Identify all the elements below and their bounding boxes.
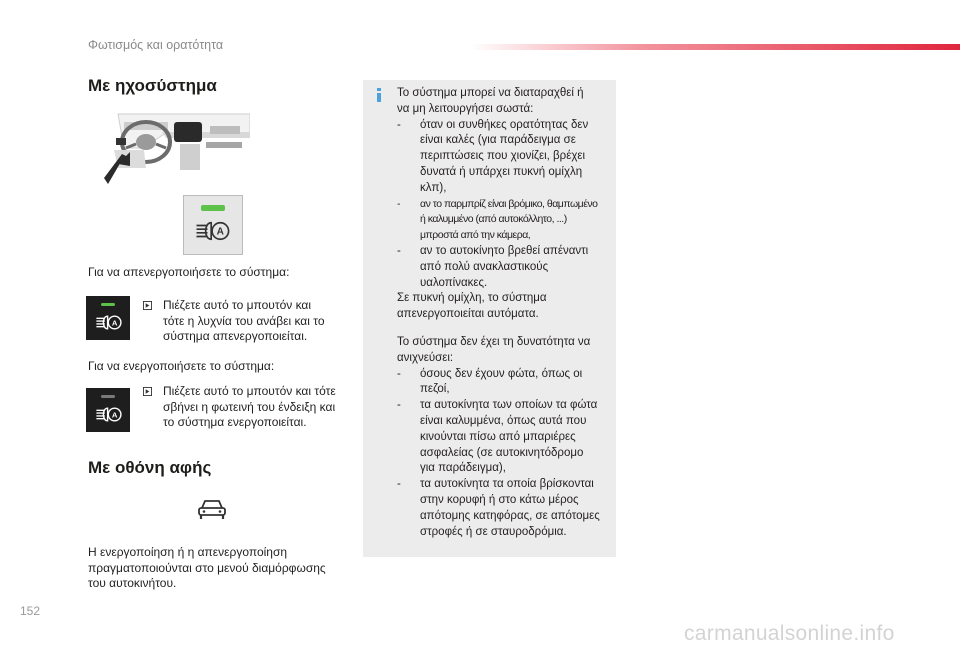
info-note-box [363, 80, 616, 557]
bullet-line: Πιέζετε αυτό το μπουτόν και τότε [163, 384, 336, 398]
indicator-led [101, 395, 115, 398]
note-list-item: - αν το αυτοκίνητο βρεθεί απέναντι από πολύ ανακλαστικούς υαλοπίνακες. [397, 244, 589, 289]
section-heading-touchscreen: Με οθόνη αφής [88, 458, 212, 477]
text-line: Η ενεργοποίηση ή η απενεργοποίηση [88, 545, 288, 559]
note-detect-intro: Το σύστημα δεν έχει τη δυνατότητα να ανιχνεύσει: [397, 335, 591, 364]
watermark: carmanualsonline.info [684, 622, 895, 645]
info-icon [374, 88, 384, 102]
indicator-led [201, 205, 225, 211]
section-heading-audio: Με ηχοσύστημα [88, 76, 217, 95]
page-header-title: Φωτισμός και ορατότητα [88, 38, 224, 52]
auto-high-beam-icon [95, 406, 123, 423]
bullet-line: Πιέζετε αυτό το μπουτόν και [163, 298, 312, 312]
arrow-bullet-icon [143, 384, 152, 401]
note-fog: Σε πυκνή ομίχλη, το σύστημα απενεργοποιείται αυτόματα. [397, 292, 547, 321]
auto-high-beam-icon [95, 314, 123, 331]
button-led-on-illustration [86, 296, 130, 340]
svg-text:A: A [111, 410, 118, 420]
note-list-item: - όταν οι συνθήκες ορατότητας δεν είναι καλές (για παράδειγμα σε περιπτώσεις που χιονίζει, βρέχει δυνατά ή υπάρχει πυκνή ομίχλη κλπ), [397, 118, 589, 194]
arrow-bullet-icon [143, 298, 152, 315]
bullet-line: το σύστημα ενεργοποιείται. [163, 415, 307, 429]
dashboard-illustration [104, 108, 250, 186]
deactivate-intro: Για να απενεργοποιήσετε το σύστημα: [88, 265, 290, 279]
svg-text:A: A [216, 226, 224, 238]
touchscreen-text [88, 545, 326, 592]
activate-intro: Για να ενεργοποιήσετε το σύστημα: [88, 359, 275, 373]
indicator-led [101, 303, 115, 306]
auto-high-beam-icon [194, 220, 232, 242]
note-detect-item: - τα αυτοκίνητα των οποίων τα φώτα είναι καλυμμένα, όπως αυτά που κινούνται πίσω από μπαριέρες ασφαλείας (σε αυτοκινητόδρομο για παράδειγμα), [397, 399, 598, 475]
deactivate-bullet [143, 298, 353, 348]
bullet-line: σύστημα απενεργοποιείται. [163, 329, 308, 343]
note-detect-item: - τα αυτοκίνητα τα οποία βρίσκονται στην κορυφή ή στο κάτω μέρος απότομης κατηφόρας, σε απότομες στροφές ή σε σταυροδρόμια. [397, 478, 600, 538]
bullet-line: σβήνει η φωτεινή του ένδειξη και [163, 399, 336, 414]
header-accent-bar [470, 44, 960, 50]
note-detect-item: - όσους δεν έχουν φώτα, όπως οι πεζοί, [397, 367, 583, 396]
note-intro: Το σύστημα μπορεί να διαταραχθεί ή να μη λειτουργήσει σωστά: [397, 87, 584, 115]
text-line: πραγματοποιούνται στο μενού διαμόρφωσης [88, 560, 326, 575]
note-list-item: - αν το παρμπρίζ είναι βρόμικο, θαμπωμένο ή καλυμμένο (από αυτοκόλλητο, ...) μπροστά από την κάμερα, [397, 197, 598, 242]
button-led-off-illustration [86, 388, 130, 432]
auto-high-beam-button-illustration [183, 195, 243, 255]
car-icon [197, 497, 227, 521]
text-line: του αυτοκινήτου. [88, 576, 177, 590]
activate-bullet [143, 384, 358, 434]
svg-text:A: A [111, 318, 118, 328]
page-number: 152 [20, 604, 41, 618]
bullet-line: τότε η λυχνία του ανάβει και το [163, 313, 325, 328]
